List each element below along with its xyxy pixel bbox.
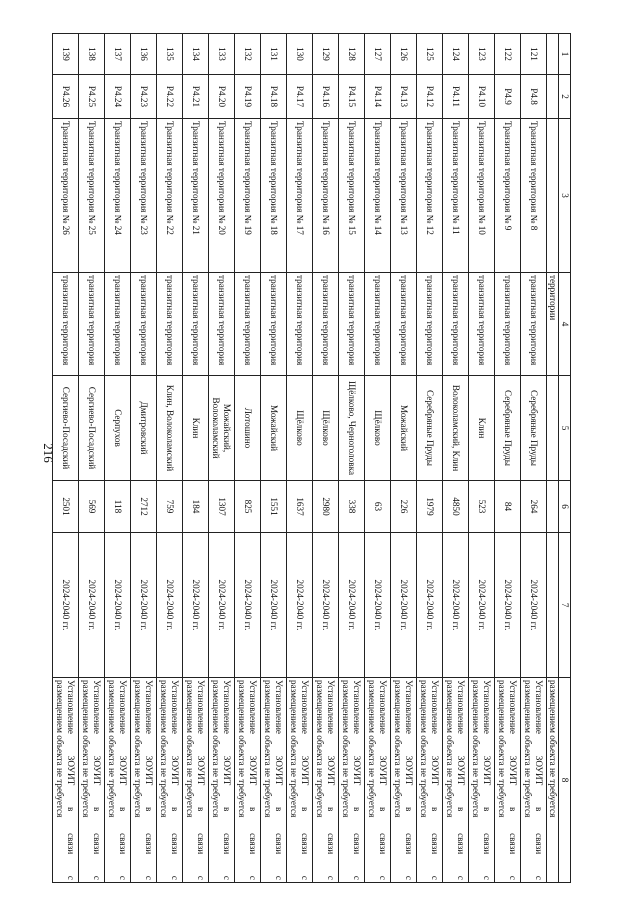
period-cell: 2024-2040 гг. bbox=[53, 533, 79, 678]
place-cell: Клин bbox=[183, 376, 209, 481]
note-cell bbox=[313, 678, 339, 883]
period-cell: 2024-2040 гг. bbox=[209, 533, 235, 678]
num-cell: 139 bbox=[53, 34, 79, 75]
num-cell: 137 bbox=[105, 34, 131, 75]
place-cell: Лотошино bbox=[235, 376, 261, 481]
note-cell bbox=[495, 678, 521, 883]
note-line-1: Установление ЗОУИТ в связи с bbox=[351, 680, 362, 880]
table-row bbox=[105, 34, 131, 883]
type-cell: транзитная территория bbox=[521, 273, 547, 376]
table-row bbox=[469, 34, 495, 883]
note-line-1: Установление ЗОУИТ в связи с bbox=[377, 680, 388, 880]
note-cell bbox=[391, 678, 417, 883]
area-cell: 184 bbox=[183, 481, 209, 533]
note-cell bbox=[183, 678, 209, 883]
num-cell: 125 bbox=[417, 34, 443, 75]
place-cell: Можайский, Волоколамский bbox=[209, 376, 235, 481]
place-cell: Сергиево-Посадский bbox=[79, 376, 105, 481]
note-line-2: размещением объекта не требуется bbox=[341, 680, 352, 818]
type-cell: транзитная территория bbox=[469, 273, 495, 376]
name-cell: Транзитная территория № 10 bbox=[469, 119, 495, 273]
period-cell: 2024-2040 гг. bbox=[495, 533, 521, 678]
note-line-1: Установление ЗОУИТ в связи с bbox=[247, 680, 258, 880]
note-cell bbox=[105, 678, 131, 883]
note-line-2: размещением объекта не требуется bbox=[471, 680, 482, 818]
note-line-2: размещением объекта не требуется bbox=[107, 680, 118, 818]
type-cell: транзитная территория bbox=[53, 273, 79, 376]
name-cell: Транзитная территория № 24 bbox=[105, 119, 131, 273]
note-line-2: размещением объекта не требуется bbox=[445, 680, 456, 818]
place-cell: Щёлково, Черноголовка bbox=[339, 376, 365, 481]
type-cell: транзитная территория bbox=[131, 273, 157, 376]
note-line-1: Установление ЗОУИТ в связи с bbox=[325, 680, 336, 880]
code-cell: Р4.18 bbox=[261, 75, 287, 119]
note-line-2: размещением объекта не требуется bbox=[315, 680, 326, 818]
data-table bbox=[52, 33, 571, 883]
code-cell: Р4.15 bbox=[339, 75, 365, 119]
name-cell: Транзитная территория № 8 bbox=[521, 119, 547, 273]
area-cell: 338 bbox=[339, 481, 365, 533]
area-cell: 84 bbox=[495, 481, 521, 533]
note-line-1: Установление ЗОУИТ в связи с bbox=[299, 680, 310, 880]
page-number: 216 bbox=[41, 443, 56, 463]
area-cell: 2712 bbox=[131, 481, 157, 533]
code-cell: Р4.24 bbox=[105, 75, 131, 119]
table-row bbox=[443, 34, 469, 883]
table-row bbox=[365, 34, 391, 883]
table-row bbox=[79, 34, 105, 883]
table-row bbox=[339, 34, 365, 883]
num-cell: 122 bbox=[495, 34, 521, 75]
num-cell: 126 bbox=[391, 34, 417, 75]
type-cell: транзитная территория bbox=[105, 273, 131, 376]
table-row bbox=[313, 34, 339, 883]
table-row bbox=[131, 34, 157, 883]
period-cell: 2024-2040 гг. bbox=[391, 533, 417, 678]
place-cell: Серебряные Пруды bbox=[417, 376, 443, 481]
code-cell: Р4.26 bbox=[53, 75, 79, 119]
note-cell bbox=[235, 678, 261, 883]
table-row bbox=[235, 34, 261, 883]
num-cell: 127 bbox=[365, 34, 391, 75]
period-cell: 2024-2040 гг. bbox=[339, 533, 365, 678]
note-cell bbox=[365, 678, 391, 883]
type-cell: транзитная территория bbox=[79, 273, 105, 376]
note-line-1: Установление ЗОУИТ в связи с bbox=[65, 680, 76, 880]
note-line-2: размещением объекта не требуется bbox=[263, 680, 274, 818]
header-cell: 8 bbox=[559, 678, 571, 883]
note-cell bbox=[157, 678, 183, 883]
num-cell: 134 bbox=[183, 34, 209, 75]
code-cell: Р4.9 bbox=[495, 75, 521, 119]
place-cell: Клин bbox=[469, 376, 495, 481]
note-line-2: размещением объекта не требуется bbox=[523, 680, 534, 818]
num-cell: 131 bbox=[261, 34, 287, 75]
note-line-1: Установление ЗОУИТ в связи с bbox=[195, 680, 206, 880]
note-line-2: размещением объекта не требуется bbox=[133, 680, 144, 818]
note-line-2: размещением объекта не требуется bbox=[159, 680, 170, 818]
period-cell: 2024-2040 гг. bbox=[417, 533, 443, 678]
name-cell: Транзитная территория № 15 bbox=[339, 119, 365, 273]
code-cell: Р4.23 bbox=[131, 75, 157, 119]
type-cell: транзитная территория bbox=[339, 273, 365, 376]
table-row bbox=[287, 34, 313, 883]
num-cell: 123 bbox=[469, 34, 495, 75]
note-cell bbox=[287, 678, 313, 883]
header-cell: 6 bbox=[559, 481, 571, 533]
note-line-1: Установление ЗОУИТ в связи с bbox=[507, 680, 518, 880]
place-cell: Щёлково bbox=[287, 376, 313, 481]
table-row bbox=[209, 34, 235, 883]
note-line-1: Установление ЗОУИТ в связи с bbox=[455, 680, 466, 880]
table-cell bbox=[547, 481, 559, 533]
name-cell: Транзитная территория № 11 bbox=[443, 119, 469, 273]
code-cell: Р4.22 bbox=[157, 75, 183, 119]
num-cell: 132 bbox=[235, 34, 261, 75]
table-cell bbox=[547, 376, 559, 481]
type-cell: транзитная территория bbox=[287, 273, 313, 376]
note-line-2: размещением объекта не требуется bbox=[237, 680, 248, 818]
name-cell: Транзитная территория № 19 bbox=[235, 119, 261, 273]
place-cell: Серпухов bbox=[105, 376, 131, 481]
type-cell: транзитная территория bbox=[391, 273, 417, 376]
period-cell: 2024-2040 гг. bbox=[131, 533, 157, 678]
type-cell: транзитная территория bbox=[495, 273, 521, 376]
area-cell: 4850 bbox=[443, 481, 469, 533]
num-cell: 130 bbox=[287, 34, 313, 75]
area-cell: 2501 bbox=[53, 481, 79, 533]
name-cell: Транзитная территория № 22 bbox=[157, 119, 183, 273]
place-cell: Можайский bbox=[261, 376, 287, 481]
area-cell: 63 bbox=[365, 481, 391, 533]
header-cell: 3 bbox=[559, 119, 571, 273]
type-cell: транзитная территория bbox=[157, 273, 183, 376]
num-cell: 121 bbox=[521, 34, 547, 75]
code-cell: Р4.25 bbox=[79, 75, 105, 119]
name-cell: Транзитная территория № 20 bbox=[209, 119, 235, 273]
name-cell: Транзитная территория № 14 bbox=[365, 119, 391, 273]
area-cell: 1637 bbox=[287, 481, 313, 533]
type-cell: транзитная территория bbox=[417, 273, 443, 376]
place-cell: Дмитровский bbox=[131, 376, 157, 481]
table-cell bbox=[547, 533, 559, 678]
table-row bbox=[183, 34, 209, 883]
note-cell bbox=[469, 678, 495, 883]
period-cell: 2024-2040 гг. bbox=[105, 533, 131, 678]
type-cell: транзитная территория bbox=[443, 273, 469, 376]
code-cell: Р4.8 bbox=[521, 75, 547, 119]
note-line-2: размещением объекта не требуется bbox=[185, 680, 196, 818]
area-cell: 2980 bbox=[313, 481, 339, 533]
period-cell: 2024-2040 гг. bbox=[79, 533, 105, 678]
area-cell: 1307 bbox=[209, 481, 235, 533]
code-cell: Р4.20 bbox=[209, 75, 235, 119]
type-cell: транзитная территория bbox=[313, 273, 339, 376]
period-cell: 2024-2040 гг. bbox=[365, 533, 391, 678]
note-line-1: Установление ЗОУИТ в связи с bbox=[143, 680, 154, 880]
header-cell: 4 bbox=[559, 273, 571, 376]
table-cell bbox=[547, 75, 559, 119]
table-row bbox=[261, 34, 287, 883]
table-row bbox=[391, 34, 417, 883]
place-cell: Сергиево-Посадский bbox=[53, 376, 79, 481]
note-cell bbox=[443, 678, 469, 883]
num-cell: 128 bbox=[339, 34, 365, 75]
note-cell bbox=[79, 678, 105, 883]
period-cell: 2024-2040 гг. bbox=[183, 533, 209, 678]
num-cell: 124 bbox=[443, 34, 469, 75]
header-cell: 1 bbox=[559, 34, 571, 75]
table-row bbox=[53, 34, 79, 883]
name-cell: Транзитная территория № 26 bbox=[53, 119, 79, 273]
type-cell: транзитная территория bbox=[235, 273, 261, 376]
name-cell: Транзитная территория № 18 bbox=[261, 119, 287, 273]
num-cell: 129 bbox=[313, 34, 339, 75]
place-cell: Серебряные Пруды bbox=[521, 376, 547, 481]
type-cell: транзитная территория bbox=[183, 273, 209, 376]
name-cell: Транзитная территория № 12 bbox=[417, 119, 443, 273]
area-cell: 226 bbox=[391, 481, 417, 533]
name-cell: Транзитная территория № 23 bbox=[131, 119, 157, 273]
code-cell: Р4.12 bbox=[417, 75, 443, 119]
table-row bbox=[417, 34, 443, 883]
note-line-2: размещением объекта не требуется bbox=[81, 680, 92, 818]
note-line-1: Установление ЗОУИТ в связи с bbox=[481, 680, 492, 880]
area-cell: 118 bbox=[105, 481, 131, 533]
period-cell: 2024-2040 гг. bbox=[521, 533, 547, 678]
period-cell: 2024-2040 гг. bbox=[235, 533, 261, 678]
period-cell: 2024-2040 гг. bbox=[443, 533, 469, 678]
note-line-1: Установление ЗОУИТ в связи с bbox=[273, 680, 284, 880]
num-cell: 133 bbox=[209, 34, 235, 75]
name-cell: Транзитная территория № 16 bbox=[313, 119, 339, 273]
header-cell: 2 bbox=[559, 75, 571, 119]
code-cell: Р4.19 bbox=[235, 75, 261, 119]
place-cell: Щёлково bbox=[313, 376, 339, 481]
num-cell: 136 bbox=[131, 34, 157, 75]
note-line-1: Установление ЗОУИТ в связи с bbox=[91, 680, 102, 880]
note-line-2: размещением объекта не требуется bbox=[419, 680, 430, 818]
note-line-1: Установление ЗОУИТ в связи с bbox=[169, 680, 180, 880]
note-cell bbox=[339, 678, 365, 883]
code-cell: Р4.11 bbox=[443, 75, 469, 119]
code-cell: Р4.16 bbox=[313, 75, 339, 119]
note-cell bbox=[131, 678, 157, 883]
code-cell: Р4.21 bbox=[183, 75, 209, 119]
period-cell: 2024-2040 гг. bbox=[287, 533, 313, 678]
note-cell bbox=[209, 678, 235, 883]
place-cell: Щёлково bbox=[365, 376, 391, 481]
note-line-1: Установление ЗОУИТ в связи с bbox=[117, 680, 128, 880]
note-line-1: Установление ЗОУИТ в связи с bbox=[533, 680, 544, 880]
code-cell: Р4.10 bbox=[469, 75, 495, 119]
table-row bbox=[495, 34, 521, 883]
name-cell: Транзитная территория № 17 bbox=[287, 119, 313, 273]
type-cell: территории bbox=[547, 273, 559, 376]
name-cell: Транзитная территория № 13 bbox=[391, 119, 417, 273]
period-cell: 2024-2040 гг. bbox=[261, 533, 287, 678]
note-line-1: Установление ЗОУИТ в связи с bbox=[403, 680, 414, 880]
note-cell bbox=[521, 678, 547, 883]
note-line-2: размещением объекта не требуется bbox=[367, 680, 378, 818]
name-cell: Транзитная территория № 9 bbox=[495, 119, 521, 273]
area-cell: 264 bbox=[521, 481, 547, 533]
num-cell: 135 bbox=[157, 34, 183, 75]
note-cell: размещением объекта не требуется bbox=[547, 678, 559, 883]
area-cell: 1551 bbox=[261, 481, 287, 533]
name-cell: Транзитная территория № 25 bbox=[79, 119, 105, 273]
area-cell: 523 bbox=[469, 481, 495, 533]
place-cell: Серебряные Пруды bbox=[495, 376, 521, 481]
area-cell: 569 bbox=[79, 481, 105, 533]
type-cell: транзитная территория bbox=[365, 273, 391, 376]
header-cell: 5 bbox=[559, 376, 571, 481]
type-cell: транзитная территория bbox=[209, 273, 235, 376]
note-line-1: Установление ЗОУИТ в связи с bbox=[429, 680, 440, 880]
note-line-2: размещением объекта не требуется bbox=[393, 680, 404, 818]
period-cell: 2024-2040 гг. bbox=[469, 533, 495, 678]
place-cell: Клин, Волоколамский bbox=[157, 376, 183, 481]
num-cell: 138 bbox=[79, 34, 105, 75]
note-line-2: размещением объекта не требуется bbox=[211, 680, 222, 818]
note-cell bbox=[417, 678, 443, 883]
header-cell: 7 bbox=[559, 533, 571, 678]
note-line-2: размещением объекта не требуется bbox=[55, 680, 66, 818]
place-cell: Волоколамский, Клин bbox=[443, 376, 469, 481]
area-cell: 759 bbox=[157, 481, 183, 533]
place-cell: Можайский bbox=[391, 376, 417, 481]
note-line-2: размещением объекта не требуется bbox=[289, 680, 300, 818]
note-line-2: размещением объекта не требуется bbox=[497, 680, 508, 818]
period-cell: 2024-2040 гг. bbox=[313, 533, 339, 678]
type-cell: транзитная территория bbox=[261, 273, 287, 376]
note-line-1: Установление ЗОУИТ в связи с bbox=[221, 680, 232, 880]
continuation-row bbox=[547, 34, 559, 883]
code-cell: Р4.14 bbox=[365, 75, 391, 119]
area-cell: 1979 bbox=[417, 481, 443, 533]
table-cell bbox=[547, 34, 559, 75]
code-cell: Р4.17 bbox=[287, 75, 313, 119]
code-cell: Р4.13 bbox=[391, 75, 417, 119]
note-cell bbox=[53, 678, 79, 883]
rotated-page bbox=[55, 33, 571, 882]
note-cell bbox=[261, 678, 287, 883]
area-cell: 825 bbox=[235, 481, 261, 533]
table-row bbox=[157, 34, 183, 883]
period-cell: 2024-2040 гг. bbox=[157, 533, 183, 678]
table-cell bbox=[547, 119, 559, 273]
header-row bbox=[559, 34, 571, 883]
name-cell: Транзитная территория № 21 bbox=[183, 119, 209, 273]
table-row bbox=[521, 34, 547, 883]
